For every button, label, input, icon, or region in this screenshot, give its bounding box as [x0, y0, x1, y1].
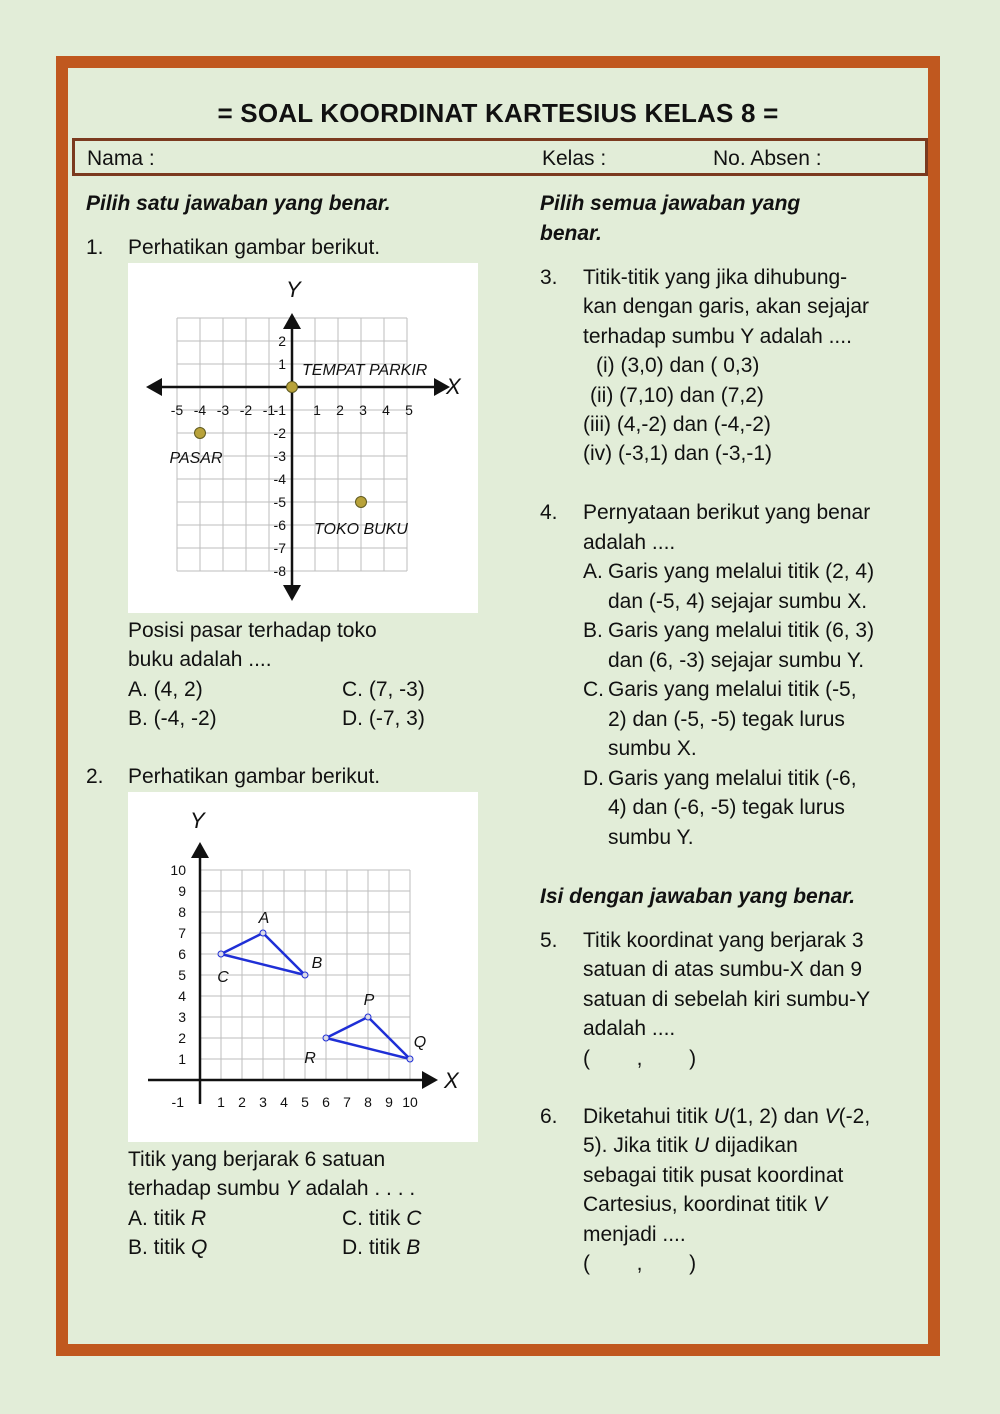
q6-number: 6.	[540, 1105, 558, 1128]
q4-option-c-letter[interactable]: C.	[583, 678, 604, 701]
y-tick-label: 7	[178, 925, 186, 941]
x-tick-label: 5	[301, 1094, 309, 1110]
y-tick-label: -1	[273, 402, 286, 418]
vertex-c	[218, 951, 224, 957]
q2-option-c[interactable]: C. titik C	[342, 1207, 422, 1230]
q5-line-3: satuan di sebelah kiri sumbu-Y	[583, 988, 871, 1011]
q5-line-2: satuan di atas sumbu-X dan 9	[583, 958, 863, 981]
q2-question-line-2: terhadap sumbu Y adalah . . . .	[128, 1177, 416, 1200]
q3-number: 3.	[540, 266, 558, 289]
q4-option-c-line-1: Garis yang melalui titik (-5,	[608, 678, 857, 701]
q5-line-1: Titik koordinat yang berjarak 3	[583, 929, 864, 952]
point-label: TEMPAT PARKIR	[302, 362, 428, 379]
y-tick-label: 6	[178, 946, 186, 962]
absen-field: No. Absen :	[713, 147, 822, 170]
q4-option-d-line-3: sumbu Y.	[608, 826, 694, 849]
vertex-r	[323, 1035, 329, 1041]
q5-line-4: adalah ....	[583, 1017, 676, 1040]
x-tick-label: 2	[336, 402, 344, 418]
q4-option-c-line-2: 2) dan (-5, -5) tegak lurus	[608, 708, 845, 731]
y-axis-arrow-up	[283, 313, 301, 329]
y-tick-label: 8	[178, 904, 186, 920]
q4-number: 4.	[540, 501, 558, 524]
x-axis-arrow-left	[146, 378, 162, 396]
right-instruction-line-2: benar.	[540, 222, 602, 245]
vertex-label: R	[304, 1050, 316, 1067]
q3-line-2: kan dengan garis, akan sejajar	[583, 295, 870, 318]
q4-option-d-line-1: Garis yang melalui titik (-6,	[608, 767, 857, 790]
q1-option-c[interactable]: C. (7, -3)	[342, 678, 425, 701]
y-tick-label: -3	[273, 448, 286, 464]
nama-field: Nama :	[87, 147, 155, 170]
y-tick-label: -2	[273, 425, 286, 441]
x-tick-label: -2	[239, 402, 253, 418]
y-axis-arrow-up	[191, 842, 209, 858]
q3-line-1: Titik-titik yang jika dihubung-	[583, 266, 848, 289]
right-instruction-2: Isi dengan jawaban yang benar.	[540, 885, 856, 908]
x-axis-arrow-right	[422, 1071, 438, 1089]
x-tick-label: 6	[322, 1094, 330, 1110]
y-tick-label: 2	[278, 333, 286, 349]
y-tick-label: -5	[273, 494, 286, 510]
x-tick-label: 1	[217, 1094, 225, 1110]
kelas-field: Kelas :	[542, 147, 607, 170]
q2-option-b[interactable]: B. titik Q	[128, 1236, 208, 1259]
point-pasar	[195, 428, 206, 439]
q1-question-line-1: Posisi pasar terhadap toko	[128, 619, 377, 642]
q3-option-ii[interactable]: (ii) (7,10) dan (7,2)	[590, 384, 764, 407]
q6-line-4: Cartesius, koordinat titik V	[583, 1193, 827, 1216]
q6-line-3: sebagai titik pusat koordinat	[583, 1164, 844, 1187]
y-tick-label: 9	[178, 883, 186, 899]
x-tick-label: -4	[193, 402, 207, 418]
x-tick-label: 1	[313, 402, 321, 418]
vertex-label: Q	[413, 1034, 427, 1051]
q4-option-a-line-1: Garis yang melalui titik (2, 4)	[608, 560, 875, 583]
x-tick-label: 7	[343, 1094, 351, 1110]
vertex-label: P	[363, 992, 375, 1009]
q2-number: 2.	[86, 765, 104, 788]
q1-option-b[interactable]: B. (-4, -2)	[128, 707, 217, 730]
q4-option-a-line-2: dan (-5, 4) sejajar sumbu X.	[608, 590, 868, 613]
vertex-b	[302, 972, 308, 978]
q4-option-d-letter[interactable]: D.	[583, 767, 604, 790]
y-tick-label: -6	[273, 517, 286, 533]
y-tick-label: 10	[170, 862, 186, 878]
q3-option-iii[interactable]: (iii) (4,-2) dan (-4,-2)	[583, 413, 771, 436]
point-toko-buku	[356, 497, 367, 508]
q6-line-1: Diketahui titik U(1, 2) dan V(-2,	[583, 1105, 871, 1128]
x-tick-label: 9	[385, 1094, 393, 1110]
vertex-q	[407, 1056, 413, 1062]
x-axis-label: X	[446, 374, 461, 399]
x-tick-label: 4	[280, 1094, 288, 1110]
x-tick-label: 5	[405, 402, 413, 418]
q4-line-2: adalah ....	[583, 531, 676, 554]
q1-option-a[interactable]: A. (4, 2)	[128, 678, 203, 701]
vertex-p	[365, 1014, 371, 1020]
q5-answer-blank[interactable]: ( , )	[583, 1047, 697, 1070]
y-tick-label: 3	[178, 1009, 186, 1025]
q6-line-2: 5). Jika titik U dijadikan	[583, 1134, 798, 1157]
q4-option-d-line-2: 4) dan (-6, -5) tegak lurus	[608, 796, 845, 819]
q1-figure	[128, 263, 478, 613]
y-tick-label: 2	[178, 1030, 186, 1046]
q3-line-3: terhadap sumbu Y adalah ....	[583, 325, 852, 348]
x-tick-label: -5	[170, 402, 184, 418]
q4-option-c-line-3: sumbu X.	[608, 737, 697, 760]
q1-coordinate-plane	[128, 263, 478, 613]
y-tick-label: -8	[273, 563, 286, 579]
y-tick-label: 5	[178, 967, 186, 983]
y-axis-label: Y	[286, 277, 301, 302]
vertex-a	[260, 930, 266, 936]
student-info-bar	[72, 138, 928, 176]
y-tick-label: 4	[178, 988, 186, 1004]
vertex-label: C	[217, 969, 229, 986]
q2-question-line-1: Titik yang berjarak 6 satuan	[128, 1148, 386, 1171]
vertex-label: A	[258, 910, 270, 927]
q2-option-d[interactable]: D. titik B	[342, 1236, 421, 1259]
q2-figure	[128, 792, 478, 1142]
point-label: TOKO BUKU	[314, 521, 408, 538]
q1-prompt: Perhatikan gambar berikut.	[128, 236, 381, 259]
q6-line-5: menjadi ....	[583, 1223, 686, 1246]
point-tempat-parkir	[287, 382, 298, 393]
y-tick-label: 1	[178, 1051, 186, 1067]
x-tick-label: 2	[238, 1094, 246, 1110]
right-instruction-line-1: Pilih semua jawaban yang	[540, 192, 801, 215]
q5-number: 5.	[540, 929, 558, 952]
left-instruction: Pilih satu jawaban yang benar.	[86, 192, 391, 215]
worksheet-title: = SOAL KOORDINAT KARTESIUS KELAS 8 =	[217, 98, 779, 128]
y-axis-arrow-down	[283, 585, 301, 601]
y-tick-label: -4	[273, 471, 286, 487]
q3-option-iv[interactable]: (iv) (-3,1) dan (-3,-1)	[583, 442, 773, 465]
vertex-label: B	[311, 955, 323, 972]
q4-option-a-letter[interactable]: A.	[583, 560, 603, 583]
x-tick-label: 3	[259, 1094, 267, 1110]
x-tick-label: 4	[382, 402, 390, 418]
q2-option-a[interactable]: A. titik R	[128, 1207, 207, 1230]
q4-option-b-line-2: dan (6, -3) sejajar sumbu Y.	[608, 649, 865, 672]
q1-number: 1.	[86, 236, 104, 259]
q4-line-1: Pernyataan berikut yang benar	[583, 501, 871, 524]
q2-coordinate-plane	[128, 792, 478, 1142]
q3-option-i[interactable]: (i) (3,0) dan ( 0,3)	[596, 354, 760, 377]
x-tick-label: -3	[216, 402, 230, 418]
x-axis-label: X	[444, 1068, 459, 1093]
point-label: PASAR	[169, 450, 223, 467]
q2-prompt: Perhatikan gambar berikut.	[128, 765, 381, 788]
y-tick-label: -7	[273, 540, 286, 556]
q4-option-b-letter[interactable]: B.	[583, 619, 603, 642]
origin-tick-label: -1	[171, 1094, 184, 1110]
x-tick-label: 10	[402, 1094, 418, 1110]
y-axis-label: Y	[190, 808, 205, 833]
q4-option-b-line-1: Garis yang melalui titik (6, 3)	[608, 619, 875, 642]
x-tick-label: 8	[364, 1094, 372, 1110]
x-tick-label: 3	[359, 402, 367, 418]
q1-question-line-2: buku adalah ....	[128, 648, 272, 671]
y-tick-label: 1	[278, 356, 286, 372]
q1-option-d[interactable]: D. (-7, 3)	[342, 707, 425, 730]
x-tick-label: -1	[262, 402, 276, 418]
q6-answer-blank[interactable]: ( , )	[583, 1252, 697, 1275]
